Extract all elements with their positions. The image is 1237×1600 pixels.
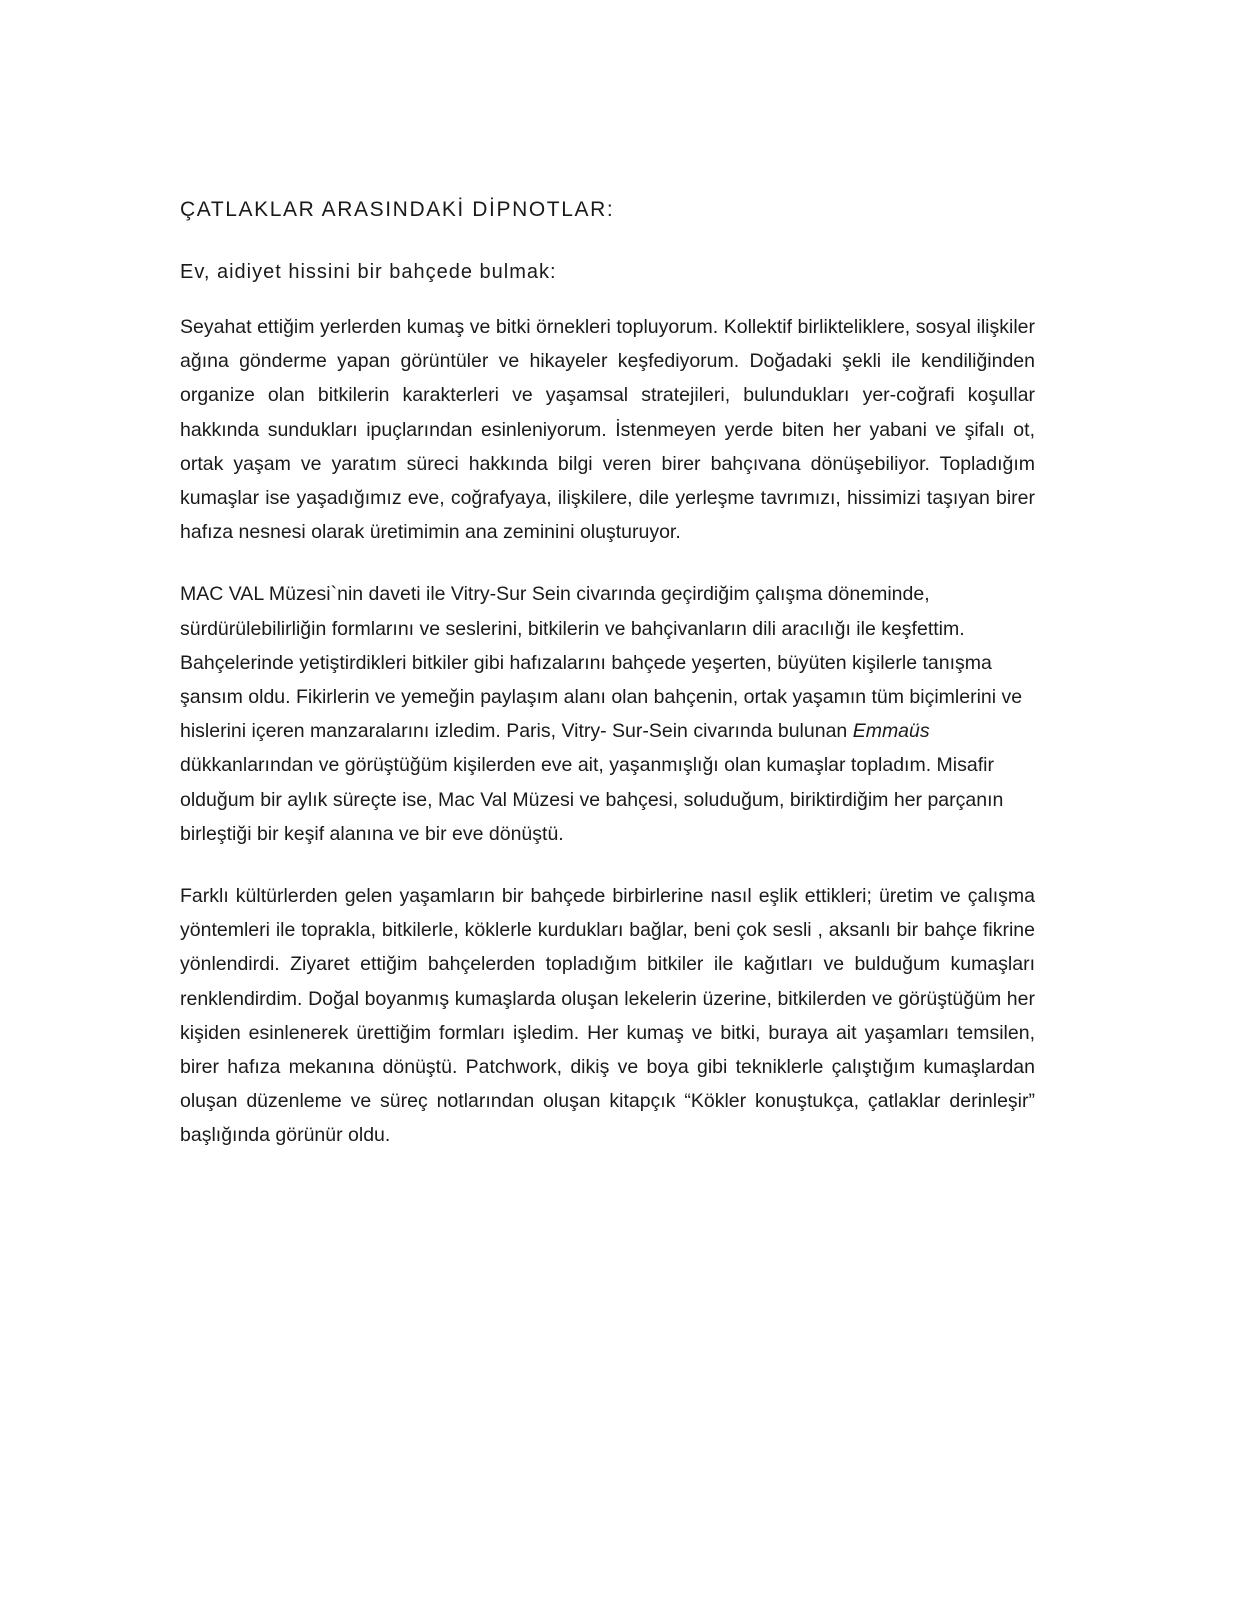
document-page: [180, 196, 1035, 1181]
paragraph-3: Farklı kültürlerden gelen yaşamların bir bahçede birbirlerine nasıl eşlik ettikleri; üretim ve çalışma yöntemleri ile toprakla, bitkilerle, köklerle kurdukları bağlar, beni çok sesli , aksanlı bir bahçe fikrine yönlendirdi. Ziyaret ettiğim bahçelerden topladığım bitkiler ile kağıtları ve bulduğum kumaşları renklendirdim. Doğal boyanmış kumaşlarda oluşan lekelerin üzerine, bitkilerden ve görüştüğüm her kişiden esinlenerek ürettiğim formları işledim. Her kumaş ve bitki, buraya ait yaşamları temsilen, birer hafıza mekanına dönüştü. Patchwork, dikiş ve boya gibi tekniklerle çalıştığım kumaşlardan oluşan düzenleme ve süreç notlarından oluşan kitapçık “Kökler konuştukça, çatlaklar derinleşir” başlığında görünür oldu.: [180, 885, 1035, 1147]
paragraph-2-italic-emmaus: Emmaüs: [852, 720, 930, 743]
paragraph-1: Seyahat ettiğim yerlerden kumaş ve bitki örnekleri topluyorum. Kollektif birlikteliklere, sosyal ilişkiler ağına gönderme yapan görüntüler ve hikayeler keşfediyorum. Doğadaki şekli ile kendiliğinden organize olan bitkilerin karakterleri ve yaşamsal stratejileri, bulundukları yer-coğrafi koşullar hakkında sundukları ipuçlarından esinleniyorum. İstenmeyen yerde biten her yabani ve şifalı ot, ortak yaşam ve yaratım süreci hakkında bilgi veren birer bahçıvana dönüşebiliyor. Topladığım kumaşlar ise yaşadığımız eve, coğrafyaya, ilişkilere, dile yerleşme tavrımızı, hissimizi taşıyan birer hafıza nesnesi olarak üretimimin ana zeminini oluşturuyor.: [180, 316, 1035, 544]
paragraph-2-text-a: MAC VAL Müzesi`nin daveti ile Vitry-Sur Sein civarında geçirdiğim çalışma döneminde, sürdürülebilirliğin formlarını ve seslerini, bitkilerin ve bahçivanların dili aracılığı ile keşfettim. Bahçelerinde yetiştirdikleri bitkiler gibi hafızalarını bahçede yeşerten, büyüten kişilerle tanışma şansım oldu. Fikirlerin ve yemeğin paylaşım alanı olan bahçenin, ortak yaşamın tüm biçimlerini ve hislerini içeren manzaralarını izledim. Paris, Vitry- Sur-Sein civarında bulunan: [180, 583, 1023, 743]
paragraph-2-text-b: dükkanlarından ve görüştüğüm kişilerden eve ait, yaşanmışlığı olan kumaşlar topladım. Misafir olduğum bir aylık süreçte ise, Mac Val Müzesi ve bahçesi, soluduğum, biriktirdiğim her parçanın birleştiği bir keşif alanına ve bir eve dönüştü.: [180, 754, 1004, 845]
paragraph-2: [180, 577, 1035, 851]
document-title: ÇATLAKLAR ARASINDAKİ DİPNOTLAR:: [180, 198, 615, 221]
document-subtitle: Ev, aidiyet hissini bir bahçede bulmak:: [180, 261, 557, 283]
